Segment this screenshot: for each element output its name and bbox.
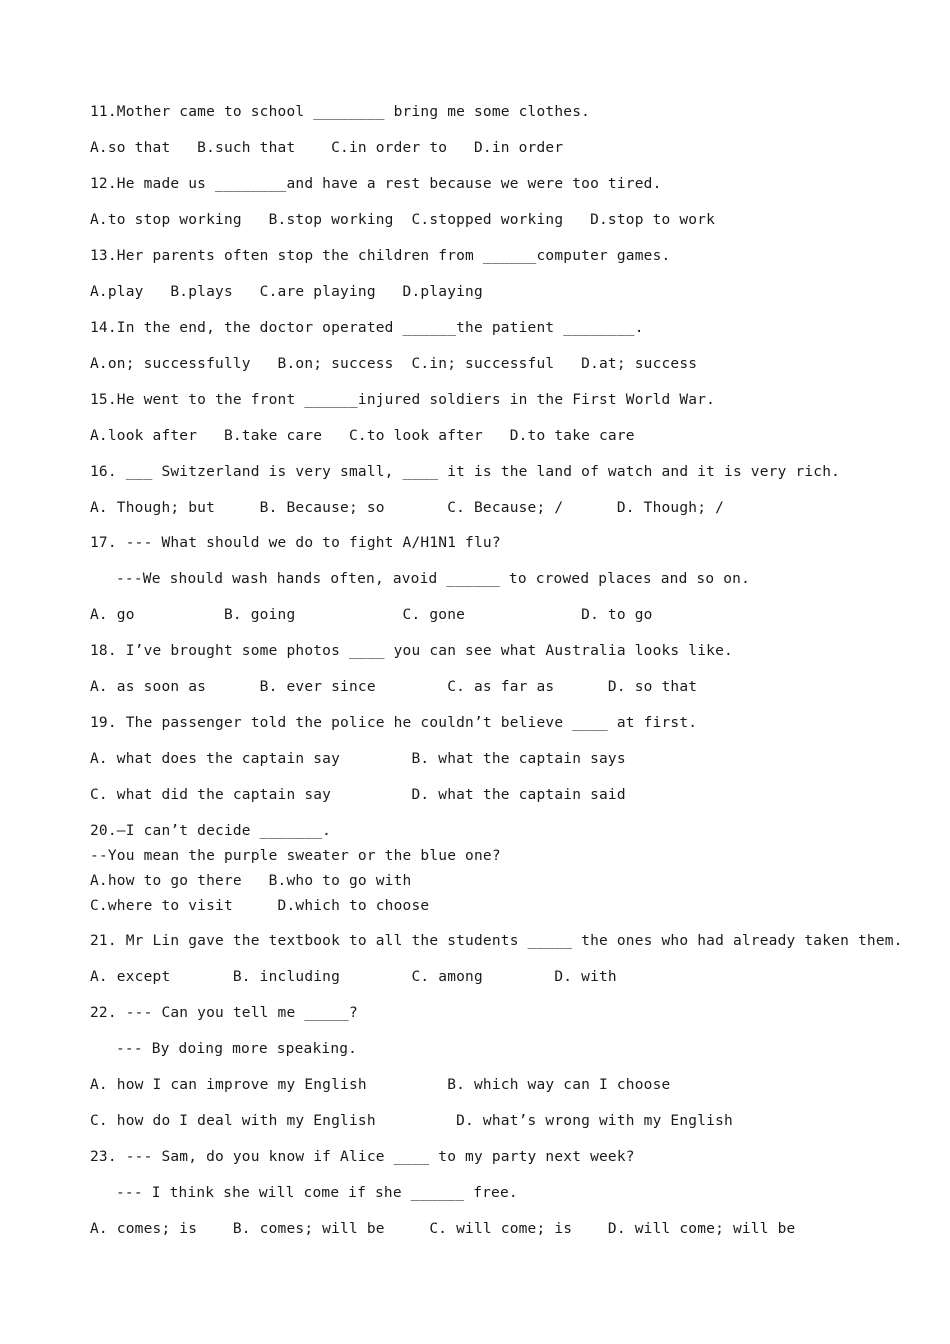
options-18: A. as soon as B. ever since C. as far as D. so that [90,679,698,695]
options-15: A.look after B.take care C.to look after D.to take care [90,428,635,444]
options-11: A.so that B.such that C.in order to D.in order [90,140,564,156]
question-15: 15.He went to the front ______injured soldiers in the First World War. [90,392,716,408]
question-11: 11.Mother came to school ________ bring me some clothes. [90,104,591,120]
question-23: 23. --- Sam, do you know if Alice ____ to my party next week? [90,1149,635,1165]
question-23-reply: --- I think she will come if she ______ free. [116,1185,518,1201]
options-12: A.to stop working B.stop working C.stopped working D.stop to work [90,212,716,228]
options-17: A. go B. going C. gone D. to go [90,607,653,623]
question-17-reply: ---We should wash hands often, avoid ______ to crowed places and so on. [116,571,751,587]
options-20-cd: C.where to visit D.which to choose [90,898,430,914]
question-17: 17. --- What should we do to fight A/H1N1 flu? [90,535,501,551]
question-20: 20.—I can’t decide _______. [90,823,332,839]
question-14: 14.In the end, the doctor operated ______the patient ________. [90,320,644,336]
options-19-cd: C. what did the captain say D. what the captain said [90,787,626,803]
options-13: A.play B.plays C.are playing D.playing [90,284,483,300]
options-22-cd: C. how do I deal with my English D. what’s wrong with my English [90,1113,733,1129]
options-16: A. Though; but B. Because; so C. Because; / D. Though; / [90,500,725,516]
question-21: 21. Mr Lin gave the textbook to all the students _____ the ones who had already taken them. [90,933,903,949]
options-14: A.on; successfully B.on; success C.in; successful D.at; success [90,356,698,372]
options-20-ab: A.how to go there B.who to go with [90,873,412,889]
question-18: 18. I’ve brought some photos ____ you can see what Australia looks like. [90,643,733,659]
options-19-ab: A. what does the captain say B. what the captain says [90,751,626,767]
options-21: A. except B. including C. among D. with [90,969,617,985]
question-20-reply: --You mean the purple sweater or the blue one? [90,848,501,864]
question-22-reply: --- By doing more speaking. [116,1041,358,1057]
options-23: A. comes; is B. comes; will be C. will come; is D. will come; will be [90,1221,796,1237]
question-19: 19. The passenger told the police he couldn’t believe ____ at first. [90,715,698,731]
options-22-ab: A. how I can improve my English B. which way can I choose [90,1077,671,1093]
question-12: 12.He made us ________and have a rest because we were too tired. [90,176,662,192]
question-22: 22. --- Can you tell me _____? [90,1005,358,1021]
question-16: 16. ___ Switzerland is very small, ____ it is the land of watch and it is very rich. [90,464,841,480]
question-13: 13.Her parents often stop the children from ______computer games. [90,248,671,264]
